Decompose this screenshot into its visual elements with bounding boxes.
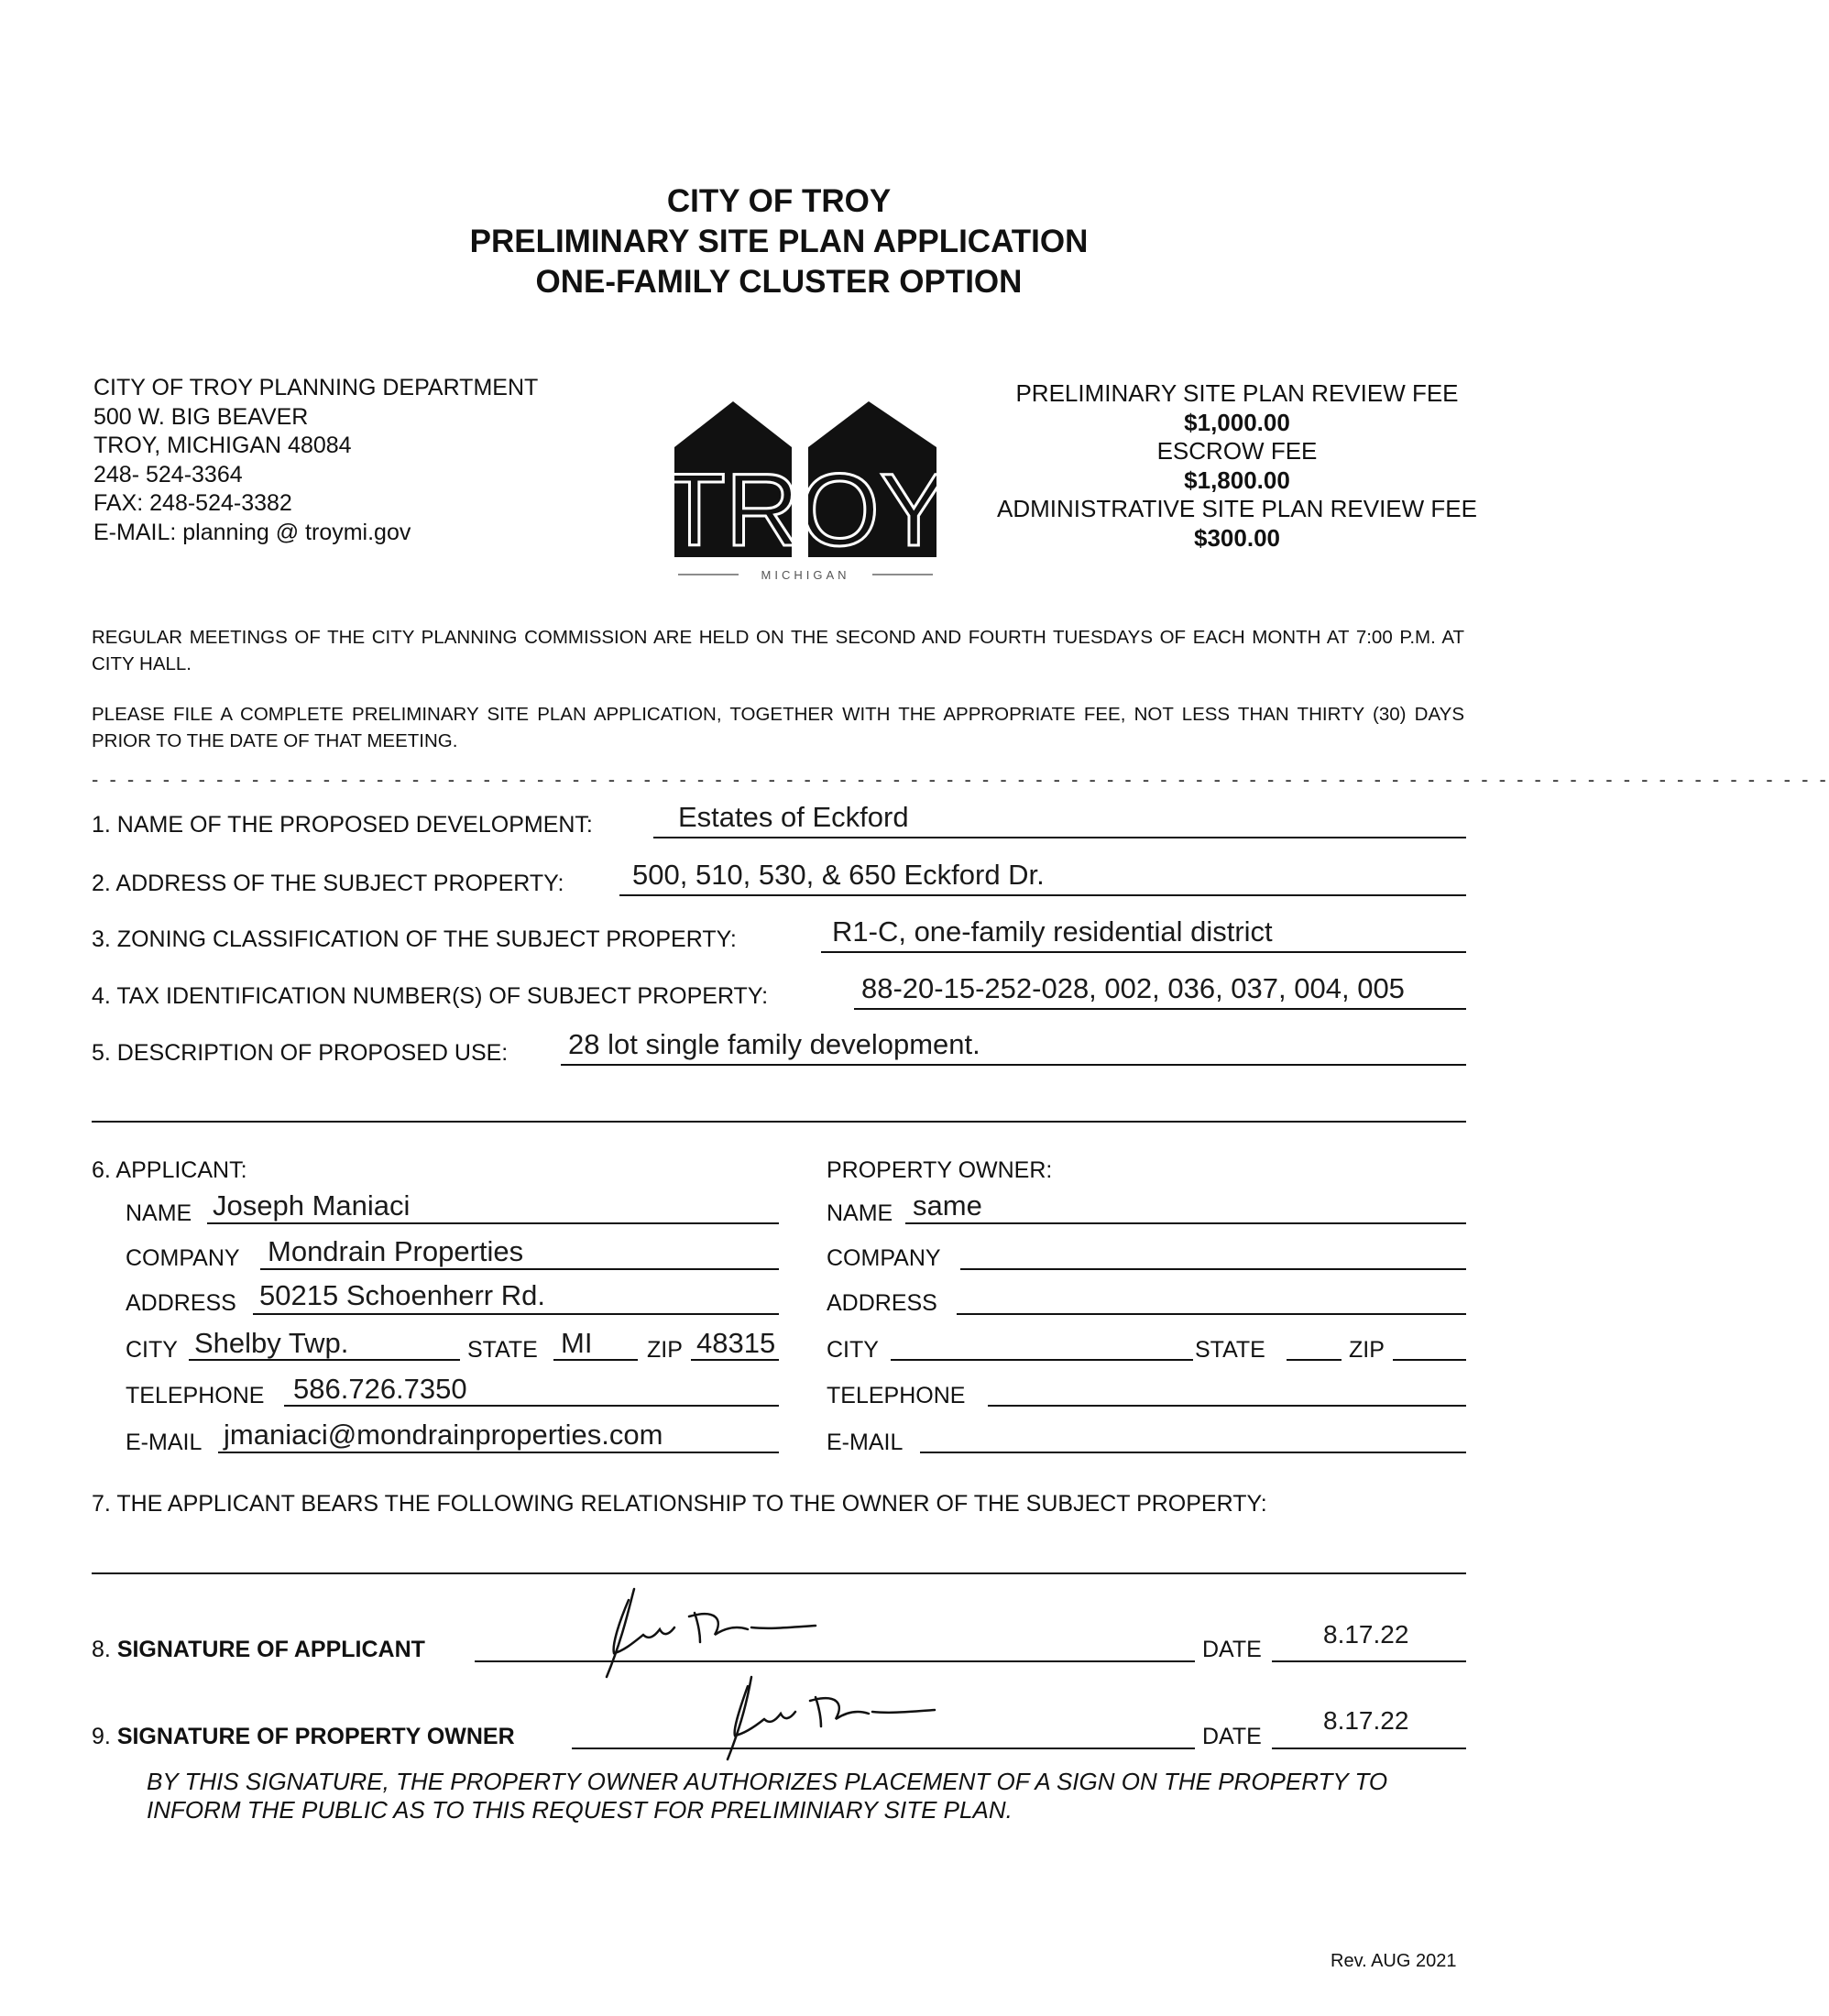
owner-zip-label: ZIP bbox=[1349, 1337, 1385, 1363]
owner-address-line[interactable] bbox=[957, 1313, 1466, 1315]
owner-name-field[interactable]: same bbox=[913, 1189, 982, 1222]
development-name-label: 1. NAME OF THE PROPOSED DEVELOPMENT: bbox=[92, 812, 593, 838]
applicant-address-field[interactable]: 50215 Schoenherr Rd. bbox=[259, 1279, 545, 1311]
applicant-zip-label: ZIP bbox=[647, 1337, 683, 1363]
owner-address-label: ADDRESS bbox=[827, 1290, 937, 1316]
escrow-fee-label: ESCROW FEE bbox=[1156, 437, 1318, 465]
applicant-telephone-label: TELEPHONE bbox=[126, 1383, 265, 1408]
relationship-line[interactable] bbox=[92, 1572, 1466, 1574]
applicant-date-field[interactable]: 8.17.22 bbox=[1323, 1620, 1409, 1649]
meetings-notice: REGULAR MEETINGS OF THE CITY PLANNING COMMISSION ARE HELD ON THE SECOND AND FOURTH TUESDAYS OF EACH MONTH AT 7:00 P.M. AT CITY HALL. bbox=[92, 627, 1464, 674]
troy-logo-subtext: MICHIGAN bbox=[761, 568, 850, 582]
owner-date-line bbox=[1272, 1748, 1466, 1749]
form-title-line-3: ONE-FAMILY CLUSTER OPTION bbox=[535, 264, 1023, 300]
department-email: E-MAIL: planning @ troymi.gov bbox=[93, 519, 411, 545]
applicant-signature-title: SIGNATURE OF APPLICANT bbox=[116, 1637, 425, 1662]
owner-name-label: NAME bbox=[827, 1200, 893, 1226]
proposed-use-label: 5. DESCRIPTION OF PROPOSED USE: bbox=[92, 1040, 509, 1066]
applicant-email-field[interactable]: jmaniaci@mondrainproperties.com bbox=[224, 1419, 663, 1451]
department-address-block bbox=[93, 374, 538, 547]
owner-date-label: DATE bbox=[1202, 1724, 1262, 1749]
property-address-field[interactable]: 500, 510, 530, & 650 Eckford Dr. bbox=[632, 859, 1045, 891]
applicant-address-label: ADDRESS bbox=[126, 1290, 236, 1316]
owner-signature-number: 9. bbox=[92, 1724, 111, 1749]
form-title-line-2: PRELIMINARY SITE PLAN APPLICATION bbox=[469, 224, 1089, 259]
property-address-label: 2. ADDRESS OF THE SUBJECT PROPERTY: bbox=[92, 871, 564, 896]
troy-logo-wordmark: TROY bbox=[663, 453, 948, 567]
proposed-use-line bbox=[561, 1064, 1466, 1066]
review-fee-amount: $1,000.00 bbox=[1184, 408, 1290, 436]
applicant-city-field[interactable]: Shelby Twp. bbox=[194, 1327, 349, 1359]
owner-telephone-label: TELEPHONE bbox=[827, 1383, 966, 1408]
tax-id-field[interactable]: 88-20-15-252-028, 002, 036, 037, 004, 005 bbox=[861, 972, 1405, 1004]
applicant-address-line bbox=[253, 1313, 779, 1315]
owner-city-line[interactable] bbox=[891, 1359, 1193, 1361]
owner-state-label: STATE bbox=[1195, 1337, 1265, 1363]
proposed-use-line-2 bbox=[92, 1121, 1466, 1123]
owner-signature-title: SIGNATURE OF PROPERTY OWNER bbox=[116, 1724, 515, 1749]
zoning-field[interactable]: R1-C, one-family residential district bbox=[832, 915, 1273, 948]
troy-logo-graphic bbox=[663, 401, 948, 585]
fees-block bbox=[971, 379, 1503, 553]
department-name: CITY OF TROY PLANNING DEPARTMENT bbox=[93, 375, 539, 400]
owner-zip-line[interactable] bbox=[1393, 1359, 1466, 1361]
applicant-name-line bbox=[207, 1222, 779, 1224]
applicant-telephone-field[interactable]: 586.726.7350 bbox=[293, 1373, 467, 1405]
applicant-company-label: COMPANY bbox=[126, 1245, 240, 1271]
revision-label: Rev. AUG 2021 bbox=[1331, 1951, 1457, 1971]
property-address-line bbox=[619, 894, 1466, 896]
sign-authorization-note: BY THIS SIGNATURE, THE PROPERTY OWNER AUTHORIZES PLACEMENT OF A SIGN ON THE PROPERTY TO INFORM THE PUBLIC AS TO THIS REQUEST FOR PRELIMINIARY SITE PLAN. bbox=[147, 1768, 1388, 1824]
department-city: TROY, MICHIGAN 48084 bbox=[93, 433, 352, 458]
owner-city-label: CITY bbox=[827, 1337, 879, 1363]
applicant-date-label: DATE bbox=[1202, 1637, 1262, 1662]
form-title-line-1: CITY OF TROY bbox=[666, 183, 892, 219]
owner-company-label: COMPANY bbox=[827, 1245, 941, 1271]
owner-heading: PROPERTY OWNER: bbox=[827, 1157, 1053, 1183]
applicant-signature-label bbox=[92, 1637, 425, 1663]
applicant-name-field[interactable]: Joseph Maniaci bbox=[213, 1189, 411, 1222]
dashed-separator: - - - - - - - - - - - - - - - - - - - - - - - - - - - - - - - - - - - - - - - - - - - - - - - - - - - - - - - - - - - - - - - - - - - - - - - - - - - - - - - - - - - - - - - - - - - - - - - - - - bbox=[92, 768, 1829, 791]
owner-telephone-line[interactable] bbox=[988, 1405, 1466, 1407]
tax-id-label: 4. TAX IDENTIFICATION NUMBER(S) OF SUBJECT PROPERTY: bbox=[92, 983, 769, 1009]
applicant-signature-number: 8. bbox=[92, 1637, 111, 1662]
applicant-email-line bbox=[218, 1452, 779, 1453]
applicant-date-line bbox=[1272, 1660, 1466, 1662]
applicant-email-label: E-MAIL bbox=[126, 1430, 203, 1455]
department-fax: FAX: 248-524-3382 bbox=[93, 490, 292, 516]
applicant-heading: 6. APPLICANT: bbox=[92, 1157, 247, 1183]
owner-email-label: E-MAIL bbox=[827, 1430, 904, 1455]
applicant-name-label: NAME bbox=[126, 1200, 192, 1226]
owner-company-line[interactable] bbox=[960, 1268, 1466, 1270]
owner-name-line bbox=[905, 1222, 1466, 1224]
troy-logo bbox=[663, 401, 948, 585]
applicant-state-label: STATE bbox=[467, 1337, 538, 1363]
applicant-company-field[interactable]: Mondrain Properties bbox=[268, 1235, 524, 1267]
escrow-fee-amount: $1,800.00 bbox=[1184, 466, 1290, 494]
filing-notice: PLEASE FILE A COMPLETE PRELIMINARY SITE PLAN APPLICATION, TOGETHER WITH THE APPROPRIATE FEE, NOT LESS THAN THIRTY (30) DAYS PRIOR TO THE DATE OF THAT MEETING. bbox=[92, 704, 1464, 751]
owner-date-field[interactable]: 8.17.22 bbox=[1323, 1706, 1409, 1735]
proposed-use-field[interactable]: 28 lot single family development. bbox=[568, 1028, 980, 1060]
applicant-signature-mark bbox=[586, 1582, 825, 1682]
development-name-field[interactable]: Estates of Eckford bbox=[678, 801, 909, 833]
owner-state-line[interactable] bbox=[1287, 1359, 1342, 1361]
owner-signature-label bbox=[92, 1724, 515, 1750]
owner-email-line[interactable] bbox=[920, 1452, 1466, 1453]
applicant-signature-line[interactable] bbox=[475, 1660, 1195, 1662]
tax-id-line bbox=[854, 1008, 1466, 1010]
department-phone: 248- 524-3364 bbox=[93, 461, 243, 488]
applicant-state-field[interactable]: MI bbox=[561, 1327, 593, 1359]
applicant-zip-field[interactable]: 48315 bbox=[696, 1327, 776, 1359]
zoning-label: 3. ZONING CLASSIFICATION OF THE SUBJECT PROPERTY: bbox=[92, 926, 737, 952]
relationship-label: 7. THE APPLICANT BEARS THE FOLLOWING RELATIONSHIP TO THE OWNER OF THE SUBJECT PROPERTY: bbox=[92, 1491, 1267, 1517]
admin-fee-amount: $300.00 bbox=[1194, 523, 1280, 552]
owner-signature-mark bbox=[715, 1671, 953, 1763]
department-street: 500 W. BIG BEAVER bbox=[93, 403, 309, 430]
zoning-line bbox=[821, 951, 1466, 953]
applicant-company-line bbox=[260, 1268, 779, 1270]
applicant-city-label: CITY bbox=[126, 1337, 178, 1363]
review-fee-label: PRELIMINARY SITE PLAN REVIEW FEE bbox=[1015, 379, 1459, 407]
admin-fee-label: ADMINISTRATIVE SITE PLAN REVIEW FEE bbox=[997, 495, 1477, 522]
development-name-line bbox=[653, 837, 1466, 838]
